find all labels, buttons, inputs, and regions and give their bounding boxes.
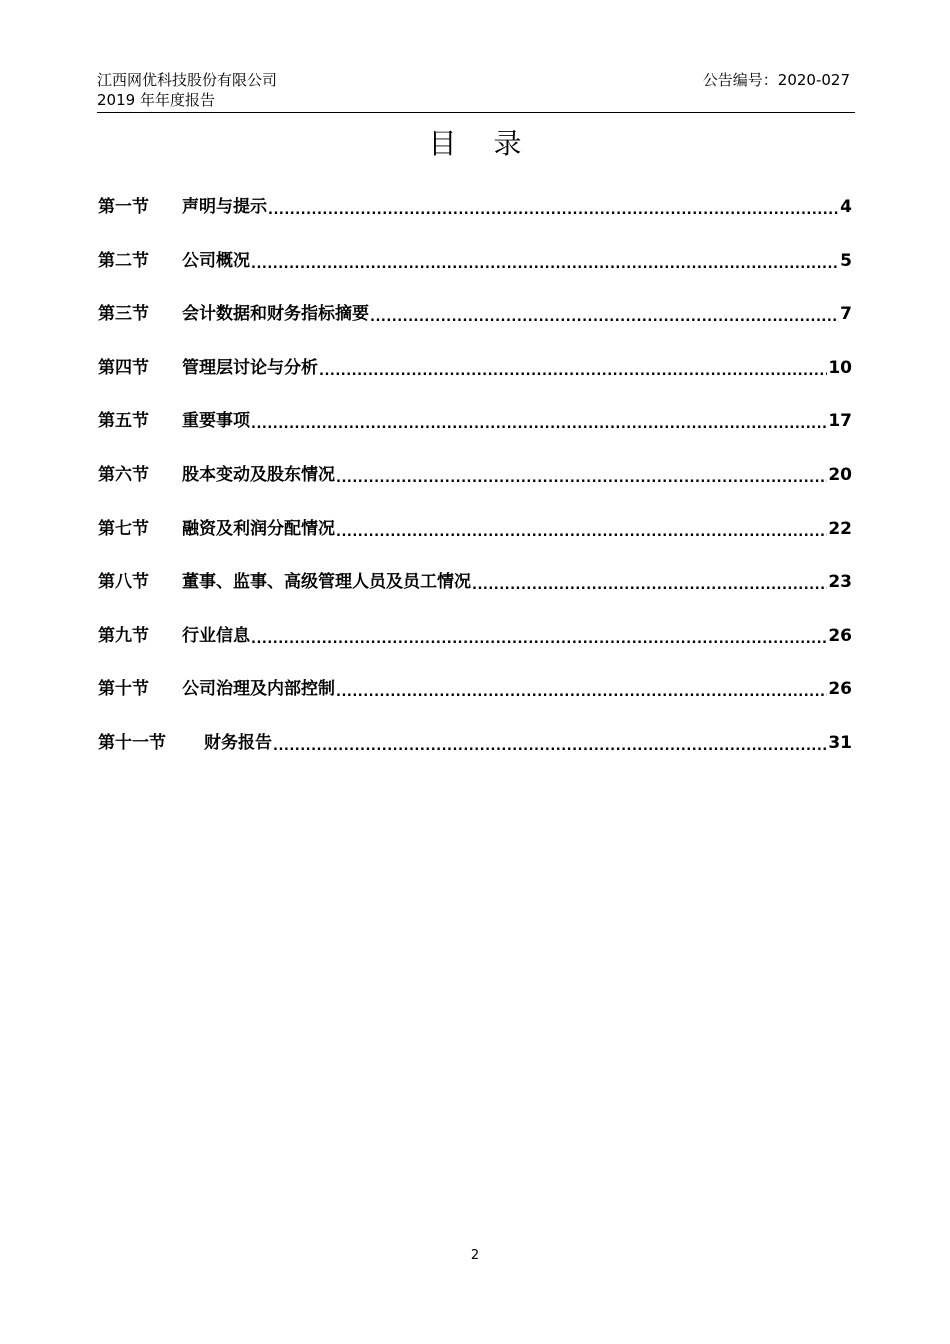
report-name: 2019 年年度报告 (97, 91, 215, 109)
toc-page-number: 26 (828, 679, 852, 700)
document-header-left (97, 70, 277, 110)
toc-page-number: 26 (828, 625, 852, 646)
header-divider (97, 112, 855, 113)
toc-section-number: 第九节 (98, 625, 149, 646)
toc-item[interactable] (98, 730, 852, 784)
toc-section-title: 管理层讨论与分析 (182, 357, 318, 378)
page-number: 2 (470, 1248, 480, 1263)
toc-section-title: 股本变动及股东情况 (182, 464, 335, 485)
toc-section-title: 会计数据和财务指标摘要 (182, 304, 369, 325)
toc-item[interactable] (98, 462, 852, 516)
toc-page-number: 10 (828, 357, 852, 378)
toc-item[interactable] (98, 623, 852, 677)
toc-section-title: 财务报告 (204, 732, 272, 753)
toc-section-number: 第五节 (98, 411, 149, 432)
toc-item[interactable] (98, 569, 852, 623)
toc-leader-dots (336, 516, 827, 542)
toc-leader-dots (319, 355, 827, 381)
toc-page-number: 5 (840, 250, 852, 271)
toc-leader-dots (336, 462, 827, 488)
toc-section-title: 融资及利润分配情况 (182, 518, 335, 539)
announcement-number: 公告编号：2020-027 (702, 71, 850, 89)
toc-leader-dots (251, 623, 827, 649)
toc-section-number: 第十一节 (98, 732, 166, 753)
toc-item[interactable] (98, 248, 852, 302)
toc-page-number: 20 (828, 464, 852, 485)
toc-section-number: 第一节 (98, 197, 149, 217)
toc-leader-dots (472, 569, 827, 595)
toc-item[interactable] (98, 516, 852, 570)
toc-item[interactable] (98, 676, 852, 730)
toc-page-number: 7 (840, 304, 852, 325)
table-of-contents (98, 194, 852, 784)
toc-leader-dots (273, 730, 827, 756)
page-title: 目 录 (428, 127, 536, 160)
toc-item[interactable] (98, 408, 852, 462)
toc-page-number: 23 (828, 572, 852, 593)
toc-section-number: 第六节 (98, 464, 149, 485)
company-name: 江西网优科技股份有限公司 (97, 71, 278, 89)
toc-page-number: 4 (840, 197, 852, 217)
toc-section-title: 董事、监事、高级管理人员及员工情况 (182, 572, 471, 593)
toc-page-number: 22 (828, 518, 852, 539)
toc-section-title: 公司治理及内部控制 (182, 679, 335, 700)
toc-item[interactable] (98, 355, 852, 409)
toc-item[interactable] (98, 301, 852, 355)
toc-page-number: 31 (828, 732, 852, 753)
toc-section-number: 第三节 (98, 304, 149, 325)
toc-section-title: 公司概况 (182, 250, 250, 271)
toc-section-title: 重要事项 (182, 411, 250, 432)
toc-leader-dots (251, 408, 827, 434)
toc-page-number: 17 (828, 411, 852, 432)
toc-leader-dots (268, 194, 839, 220)
toc-section-number: 第八节 (98, 572, 149, 593)
toc-section-title: 声明与提示 (182, 197, 267, 217)
toc-section-title: 行业信息 (182, 625, 250, 646)
toc-leader-dots (370, 301, 839, 327)
toc-leader-dots (336, 676, 827, 702)
toc-section-number: 第二节 (98, 250, 149, 271)
toc-section-number: 第四节 (98, 357, 149, 378)
toc-item[interactable] (98, 194, 852, 248)
toc-leader-dots (251, 248, 839, 274)
toc-section-number: 第七节 (98, 518, 149, 539)
toc-section-number: 第十节 (98, 679, 149, 700)
